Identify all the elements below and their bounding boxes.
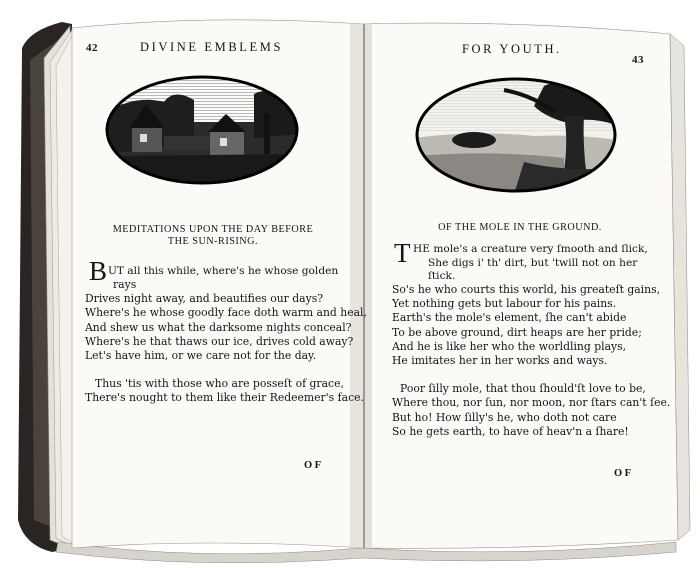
left-page [64,30,367,540]
poem-line: Where's he that thaws our ice, drives cold away? [85,334,354,348]
poem-line: Where's he whose goodly face doth warm and heal, [85,306,367,320]
poem-title-line1: MEDITATIONS UPON THE DAY BEFORE [112,224,314,235]
mole-landscape-engraving [414,76,618,194]
poem-line: So's he who courts this world, his greateſt gains, [392,283,661,296]
poem-body [392,283,670,439]
poem-line: Let's have him, or we care not for the day. [85,349,317,363]
village-houses-engraving [104,74,300,186]
second-line: She digs i' th' dirt, but 'twill not on her [428,257,638,269]
catchword: OF [304,460,324,471]
first-line: UT all this while, where's he whose golden [108,265,339,277]
poem-line: He imitates her in her works and ways. [392,354,608,368]
poem-line: But ho! How ſilly's he, who doth not care [392,410,617,424]
poem-line: rays [113,278,137,291]
poem-line: Where thou, nor ſun, nor moon, nor ſtars can't ſee. [392,396,671,410]
poem-line: Drives night away, and beautifies our days? [85,292,324,306]
poem-title [78,224,348,248]
drop-cap: T [394,238,411,268]
catchword: OF [614,468,634,479]
poem-line: Yet nothing gets but labour for his pains. [392,297,617,311]
poem-title-line2: THE SUN-RISING. [167,236,259,247]
running-head: FOR YOUTH. [462,42,562,56]
poem-title: OF THE MOLE IN THE GROUND. [438,222,602,233]
poem-body [85,278,367,406]
poem-line: So he gets earth, to have of heav'n a ſhare! [392,424,629,438]
poem-line: Thus 'tis with those who are posseſt of grace, [95,377,344,391]
right-page [370,36,670,540]
first-line: HE mole's a creature very ſmooth and ſlick, [413,243,648,255]
running-head: DIVINE EMBLEMS [140,40,283,54]
page-number: 42 [86,42,98,54]
page-number: 43 [632,54,644,66]
poem-line: Poor ſilly mole, that thou ſhould'ſt love to be, [400,382,646,396]
third-line: ſtick. [428,270,456,282]
poem-line: And he is like her who the worldling plays, [392,339,627,353]
drop-cap: B [89,256,108,286]
poem-line: Earth's the mole's element, ſhe can't abide [392,311,627,325]
poem-line: And shew us what the darksome nights conceal? [85,320,352,334]
poem-line: To be above ground, dirt heaps are her pride; [392,325,642,339]
poem-line: There's nought to them like their Redeemer's face. [85,391,364,405]
